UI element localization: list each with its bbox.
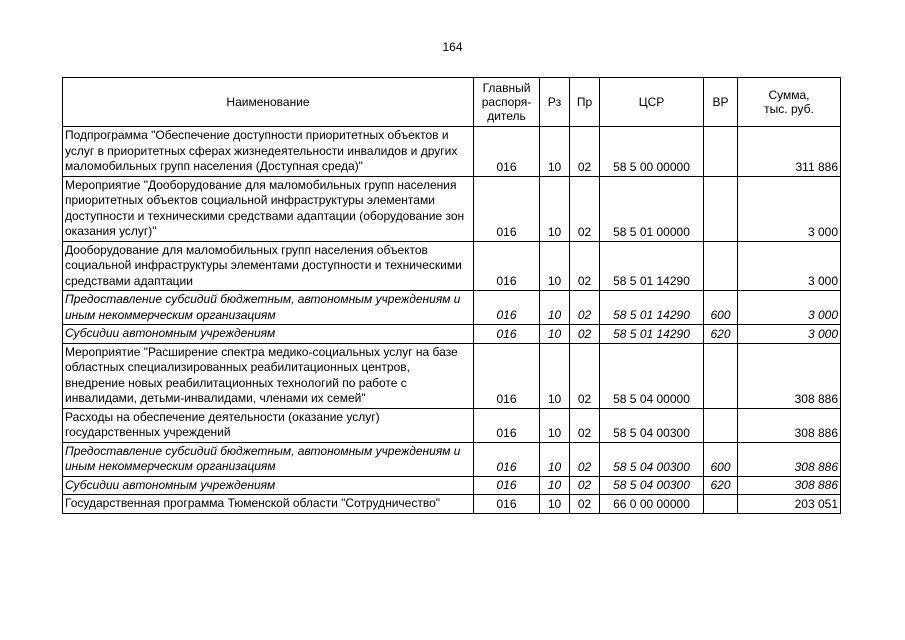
table-row bbox=[63, 325, 841, 344]
row-sum: 311 886 bbox=[738, 127, 841, 177]
table-row bbox=[63, 442, 841, 476]
page-number: 164 bbox=[442, 40, 463, 54]
row-pr: 02 bbox=[570, 442, 600, 476]
row-gr: 016 bbox=[474, 343, 540, 408]
row-vr: 620 bbox=[704, 476, 738, 495]
budget-table bbox=[62, 77, 841, 514]
row-csr: 58 5 01 14290 bbox=[600, 291, 704, 325]
row-vr bbox=[704, 241, 738, 291]
row-csr: 58 5 00 00000 bbox=[600, 127, 704, 177]
row-gr: 016 bbox=[474, 176, 540, 241]
row-csr: 58 5 01 14290 bbox=[600, 325, 704, 344]
row-sum: 203 051 bbox=[738, 495, 841, 514]
row-gr: 016 bbox=[474, 291, 540, 325]
table-row bbox=[63, 241, 841, 291]
row-csr: 58 5 01 14290 bbox=[600, 241, 704, 291]
row-name: Субсидии автономным учреждениям bbox=[63, 476, 474, 495]
header-sum: Сумма, тыс. руб. bbox=[738, 78, 841, 127]
row-name: Дооборудование для маломобильных групп населения объектов социальной инфраструктуры элементами доступности и техническими средствами адаптации bbox=[63, 241, 474, 291]
row-vr bbox=[704, 176, 738, 241]
row-csr: 58 5 04 00300 bbox=[600, 408, 704, 442]
row-csr: 58 5 04 00300 bbox=[600, 442, 704, 476]
table-header-row bbox=[63, 78, 841, 127]
row-pr: 02 bbox=[570, 343, 600, 408]
header-pr: Пр bbox=[570, 78, 600, 127]
row-rz: 10 bbox=[540, 291, 570, 325]
row-name: Субсидии автономным учреждениям bbox=[63, 325, 474, 344]
row-gr: 016 bbox=[474, 495, 540, 514]
row-vr bbox=[704, 408, 738, 442]
row-rz: 10 bbox=[540, 343, 570, 408]
row-gr: 016 bbox=[474, 325, 540, 344]
row-pr: 02 bbox=[570, 325, 600, 344]
row-sum: 3 000 bbox=[738, 241, 841, 291]
row-gr: 016 bbox=[474, 127, 540, 177]
row-name: Предоставление субсидий бюджетным, автономным учреждениям и иным некоммерческим организациям bbox=[63, 291, 474, 325]
row-csr: 58 5 04 00300 bbox=[600, 476, 704, 495]
row-rz: 10 bbox=[540, 495, 570, 514]
row-name: Мероприятие "Дооборудование для маломобильных групп населения приоритетных объектов социальной инфраструктуры элементами доступности и техническими средствами адаптации (оборудование зон оказания услуг)" bbox=[63, 176, 474, 241]
row-vr bbox=[704, 343, 738, 408]
row-name: Подпрограмма "Обеспечение доступности приоритетных объектов и услуг в приоритетных сферах жизнедеятельности инвалидов и других маломобильных групп населения (Доступная среда)" bbox=[63, 127, 474, 177]
row-gr: 016 bbox=[474, 241, 540, 291]
header-name: Наименование bbox=[63, 78, 474, 127]
header-main-administrator: Главный распоря- дитель bbox=[474, 78, 540, 127]
row-vr: 600 bbox=[704, 442, 738, 476]
header-csr: ЦСР bbox=[600, 78, 704, 127]
table-row bbox=[63, 495, 841, 514]
row-rz: 10 bbox=[540, 176, 570, 241]
row-name: Расходы на обеспечение деятельности (оказание услуг) государственных учреждений bbox=[63, 408, 474, 442]
table-row bbox=[63, 408, 841, 442]
table-row bbox=[63, 291, 841, 325]
row-vr: 620 bbox=[704, 325, 738, 344]
row-pr: 02 bbox=[570, 476, 600, 495]
row-pr: 02 bbox=[570, 241, 600, 291]
row-sum: 308 886 bbox=[738, 408, 841, 442]
row-csr: 66 0 00 00000 bbox=[600, 495, 704, 514]
row-name: Государственная программа Тюменской области "Сотрудничество" bbox=[63, 495, 474, 514]
row-gr: 016 bbox=[474, 476, 540, 495]
header-vr: ВР bbox=[704, 78, 738, 127]
row-pr: 02 bbox=[570, 408, 600, 442]
row-sum: 308 886 bbox=[738, 476, 841, 495]
row-csr: 58 5 04 00000 bbox=[600, 343, 704, 408]
row-sum: 3 000 bbox=[738, 325, 841, 344]
row-pr: 02 bbox=[570, 291, 600, 325]
row-name: Мероприятие "Расширение спектра медико-социальных услуг на базе областных специализированных реабилитационных центров, внедрение новых реабилитационных технологий по работе с инвалидами, детьми-инвалидами, членами их семей" bbox=[63, 343, 474, 408]
row-rz: 10 bbox=[540, 127, 570, 177]
table-row bbox=[63, 476, 841, 495]
row-pr: 02 bbox=[570, 176, 600, 241]
row-rz: 10 bbox=[540, 325, 570, 344]
row-vr bbox=[704, 495, 738, 514]
table-row bbox=[63, 343, 841, 408]
row-gr: 016 bbox=[474, 442, 540, 476]
row-vr bbox=[704, 127, 738, 177]
table-row bbox=[63, 176, 841, 241]
row-vr: 600 bbox=[704, 291, 738, 325]
row-pr: 02 bbox=[570, 127, 600, 177]
header-rz: Рз bbox=[540, 78, 570, 127]
row-name: Предоставление субсидий бюджетным, автономным учреждениям и иным некоммерческим организациям bbox=[63, 442, 474, 476]
table-row bbox=[63, 127, 841, 177]
row-gr: 016 bbox=[474, 408, 540, 442]
row-sum: 308 886 bbox=[738, 343, 841, 408]
row-rz: 10 bbox=[540, 442, 570, 476]
row-csr: 58 5 01 00000 bbox=[600, 176, 704, 241]
row-rz: 10 bbox=[540, 476, 570, 495]
row-sum: 3 000 bbox=[738, 176, 841, 241]
row-rz: 10 bbox=[540, 408, 570, 442]
row-rz: 10 bbox=[540, 241, 570, 291]
row-pr: 02 bbox=[570, 495, 600, 514]
row-sum: 308 886 bbox=[738, 442, 841, 476]
row-sum: 3 000 bbox=[738, 291, 841, 325]
